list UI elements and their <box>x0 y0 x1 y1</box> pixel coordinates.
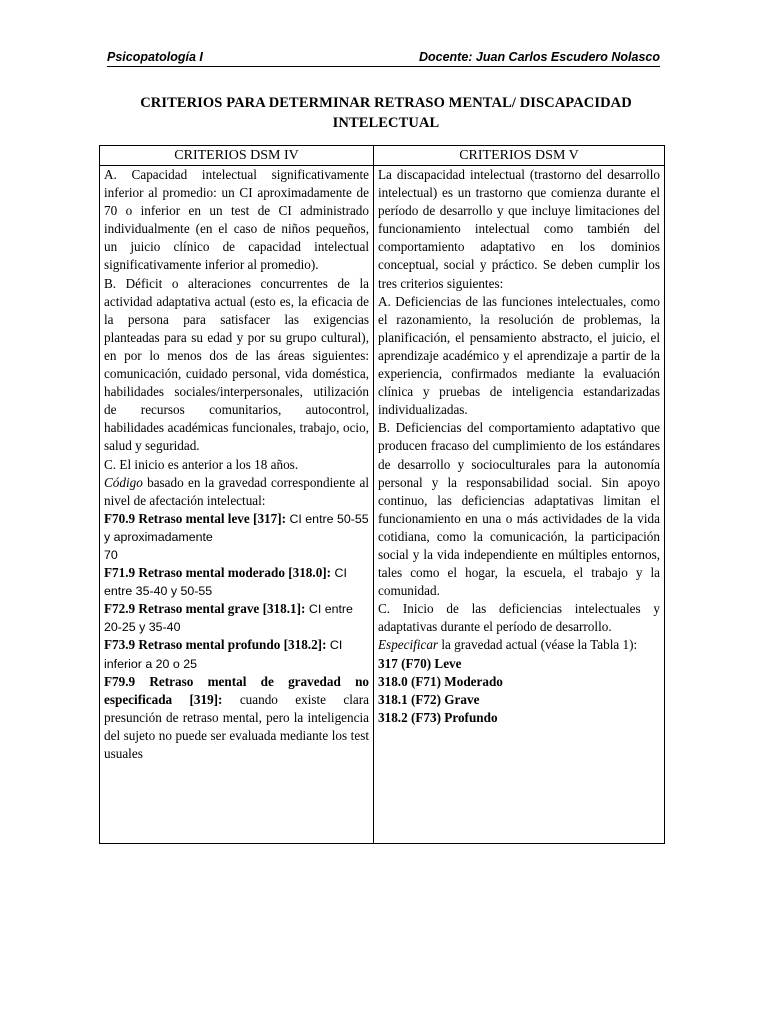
severity-profundo: 318.2 (F73) Profundo <box>378 709 498 725</box>
codigo-label: Código <box>104 474 143 490</box>
f739-label: F73.9 Retraso mental profundo [318.2]: <box>104 637 327 653</box>
severity-leve: 317 (F70) Leve <box>378 655 462 671</box>
f709-text: CI entre 50-55 y aproximadamente <box>104 511 369 544</box>
severity-moderado: 318.0 (F71) Moderado <box>378 673 503 689</box>
dsm5-criterion-b: B. Deficiencias del comportamiento adaptativo que producen fracaso del cumplimiento de los estándares de desarrollo y socioculturales para la autonomía personal y la responsabilidad social. Sin apoyo continuo, las deficiencias adaptativas limitan el funcionamiento en una o más actividades de la vida cotidiana, como la comunicación, la participación social y la vida independiente en múltiples entornos, tales como el hogar, la escuela, el trabajo y la comunidad. <box>378 420 660 599</box>
f739-text: CI inferior a 20 o 25 <box>104 638 343 671</box>
dsm5-specify <box>378 636 660 654</box>
f729-label: F72.9 Retraso mental grave [318.1]: <box>104 601 306 617</box>
f709-label: F70.9 Retraso mental leve [317]: <box>104 510 287 526</box>
f719-text: CI entre 35-40 y 50-55 <box>104 566 347 599</box>
dsm4-code-intro <box>104 474 369 510</box>
title-line-2: INTELECTUAL <box>332 115 440 131</box>
table-header-row <box>100 146 665 166</box>
especificar-text: la gravedad actual (véase la Tabla 1): <box>438 637 638 653</box>
f719-label: F71.9 Retraso mental moderado [318.0]: <box>104 565 332 581</box>
dsm4-criterion-b: B. Déficit o alteraciones concurrentes de la actividad adaptativa actual (esto es, la eficacia de la persona para satisfacer las exigencias planteadas para su edad y por su grupo cultural), en por lo menos dos de las áreas siguientes: comunicación, cuidado personal, vida doméstica, habilidades sociales/interpersonales, utilización de recursos comunitarios, autocontrol, habilidades académicas funcionales, trabajo, ocio, salud y seguridad. <box>104 275 369 454</box>
f799-label: F79.9 Retraso mental de gravedad no especificada [319]: <box>104 673 369 707</box>
dsm5-criterion-a: A. Deficiencias de las funciones intelectuales, como el razonamiento, la resolución de problemas, la planificación, el pensamiento abstracto, el juicio, el aprendizaje académico y el aprendizaje a partir de la experiencia, confirmados mediante la evaluación clínica y pruebas de inteligencia estandarizadas individualizadas. <box>378 293 660 418</box>
title-line-1: CRITERIOS PARA DETERMINAR RETRASO MENTAL/ DISCAPACIDAD <box>140 95 632 111</box>
dsm5-criteria-cell <box>374 166 665 844</box>
dsm4-code-f799 <box>104 673 369 763</box>
dsm4-code-f709 <box>104 510 369 564</box>
table-body-row <box>100 166 665 844</box>
column-header-dsm4: CRITERIOS DSM IV <box>100 146 374 166</box>
f729-text: CI entre 20-25 y 35-40 <box>104 602 353 635</box>
dsm4-code-f739 <box>104 636 369 672</box>
severity-grave: 318.1 (F72) Grave <box>378 691 480 707</box>
dsm4-criterion-a: A. Capacidad intelectual significativamente inferior al promedio: un CI aproximadamente de 70 o inferior en un test de CI administrado individualmente (en el caso de niños pequeños, un juicio clínico de capacidad intelectual significativamente inferior al promedio). <box>104 167 369 273</box>
page-header <box>107 45 660 67</box>
dsm4-code-f719 <box>104 564 369 600</box>
dsm5-criterion-c: C. Inicio de las deficiencias intelectuales y adaptativas durante el período de desarrollo. <box>378 601 660 635</box>
course-name: Psicopatología I <box>107 50 203 64</box>
dsm4-criteria-cell <box>100 166 374 844</box>
especificar-label: Especificar <box>378 637 439 653</box>
dsm4-criterion-c: C. El inicio es anterior a los 18 años. <box>104 456 299 472</box>
teacher-name: Docente: Juan Carlos Escudero Nolasco <box>418 50 660 64</box>
column-header-dsm5: CRITERIOS DSM V <box>374 146 665 166</box>
criteria-table <box>99 145 665 844</box>
f799-text: cuando existe clara presunción de retraso mental, pero la inteligencia del sujeto no puede ser evaluada mediante los test usuales <box>104 691 369 761</box>
document-title <box>100 93 672 133</box>
f709-text-2: 70 <box>104 547 118 562</box>
dsm5-intro: La discapacidad intelectual (trastorno del desarrollo intelectual) es un trastorno que comienza durante el período de desarrollo y que incluye limitaciones del funcionamiento intelectual como también del comportamiento adaptativo en los dominios conceptual, social y práctico. Se deben cumplir los tres criterios siguientes: <box>378 167 660 291</box>
dsm4-code-f729 <box>104 600 369 636</box>
codigo-text: basado en la gravedad correspondiente al nivel de afectación intelectual: <box>104 474 369 508</box>
